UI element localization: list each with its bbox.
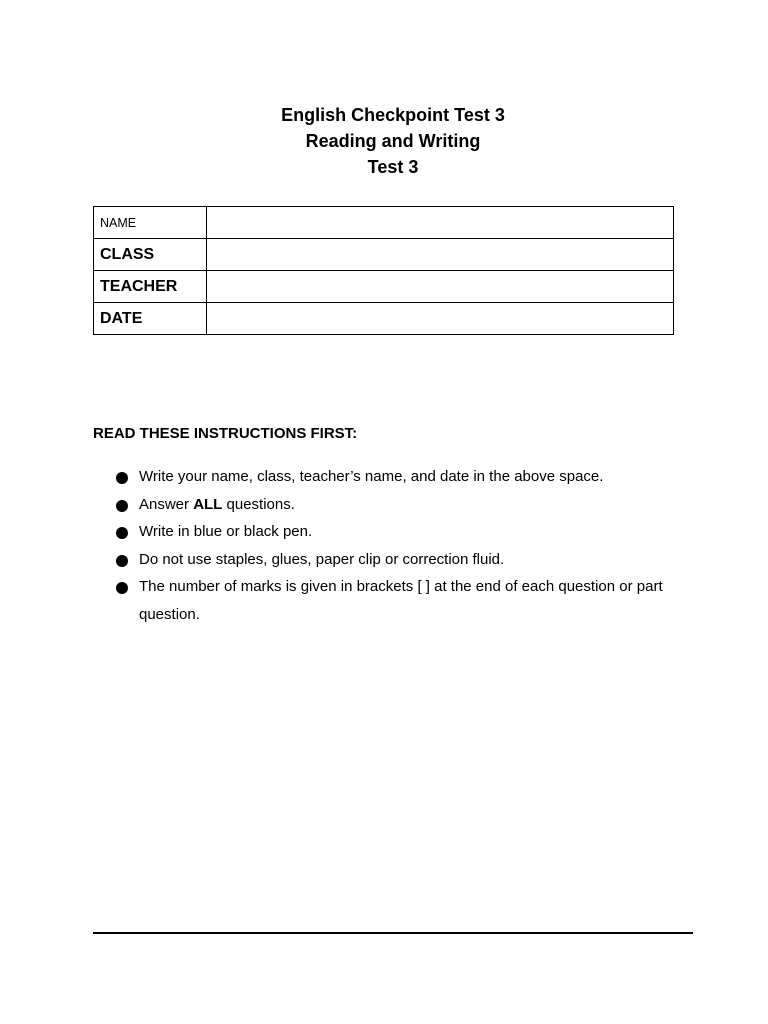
footer-divider bbox=[93, 932, 693, 934]
title-line-3: Test 3 bbox=[367, 157, 419, 177]
teacher-label: TEACHER bbox=[94, 271, 207, 303]
table-row-teacher bbox=[94, 271, 674, 303]
table-row-name bbox=[94, 207, 674, 239]
date-field[interactable] bbox=[207, 303, 674, 335]
teacher-field[interactable] bbox=[207, 271, 674, 303]
instruction-text: Write in blue or black pen. bbox=[139, 523, 313, 540]
instruction-text-after: questions. bbox=[222, 495, 295, 513]
date-label: DATE bbox=[94, 303, 207, 335]
class-field[interactable] bbox=[207, 239, 674, 271]
list-item bbox=[113, 491, 693, 519]
instruction-text: Do not use staples, glues, paper clip or correction fluid. bbox=[139, 550, 505, 568]
list-item bbox=[113, 518, 693, 546]
name-label: NAME bbox=[94, 207, 207, 239]
instructions-heading: READ THESE INSTRUCTIONS FIRST: bbox=[93, 425, 358, 442]
instruction-emphasis: ALL bbox=[193, 495, 223, 513]
name-field[interactable] bbox=[207, 207, 674, 239]
student-info-table bbox=[93, 206, 674, 335]
class-label: CLASS bbox=[94, 239, 207, 271]
bullet-icon bbox=[116, 527, 128, 539]
instruction-text: Write your name, class, teacher’s name, and date in the above space. bbox=[139, 468, 604, 485]
table-row-date bbox=[94, 303, 674, 335]
instructions-list bbox=[113, 463, 693, 628]
instruction-text-before: Answer bbox=[139, 495, 194, 513]
bullet-icon bbox=[116, 500, 128, 512]
document-title bbox=[0, 102, 768, 180]
bullet-icon bbox=[116, 472, 128, 484]
list-item bbox=[113, 573, 693, 628]
bullet-icon bbox=[116, 555, 128, 567]
instruction-text: The number of marks is given in brackets [ ] at the end of each question or part question. bbox=[139, 578, 663, 623]
title-line-2: Reading and Writing bbox=[305, 131, 481, 151]
title-line-1: English Checkpoint Test 3 bbox=[281, 105, 505, 125]
list-item bbox=[113, 546, 693, 574]
table-row-class bbox=[94, 239, 674, 271]
bullet-icon bbox=[116, 582, 128, 594]
list-item bbox=[113, 463, 693, 491]
